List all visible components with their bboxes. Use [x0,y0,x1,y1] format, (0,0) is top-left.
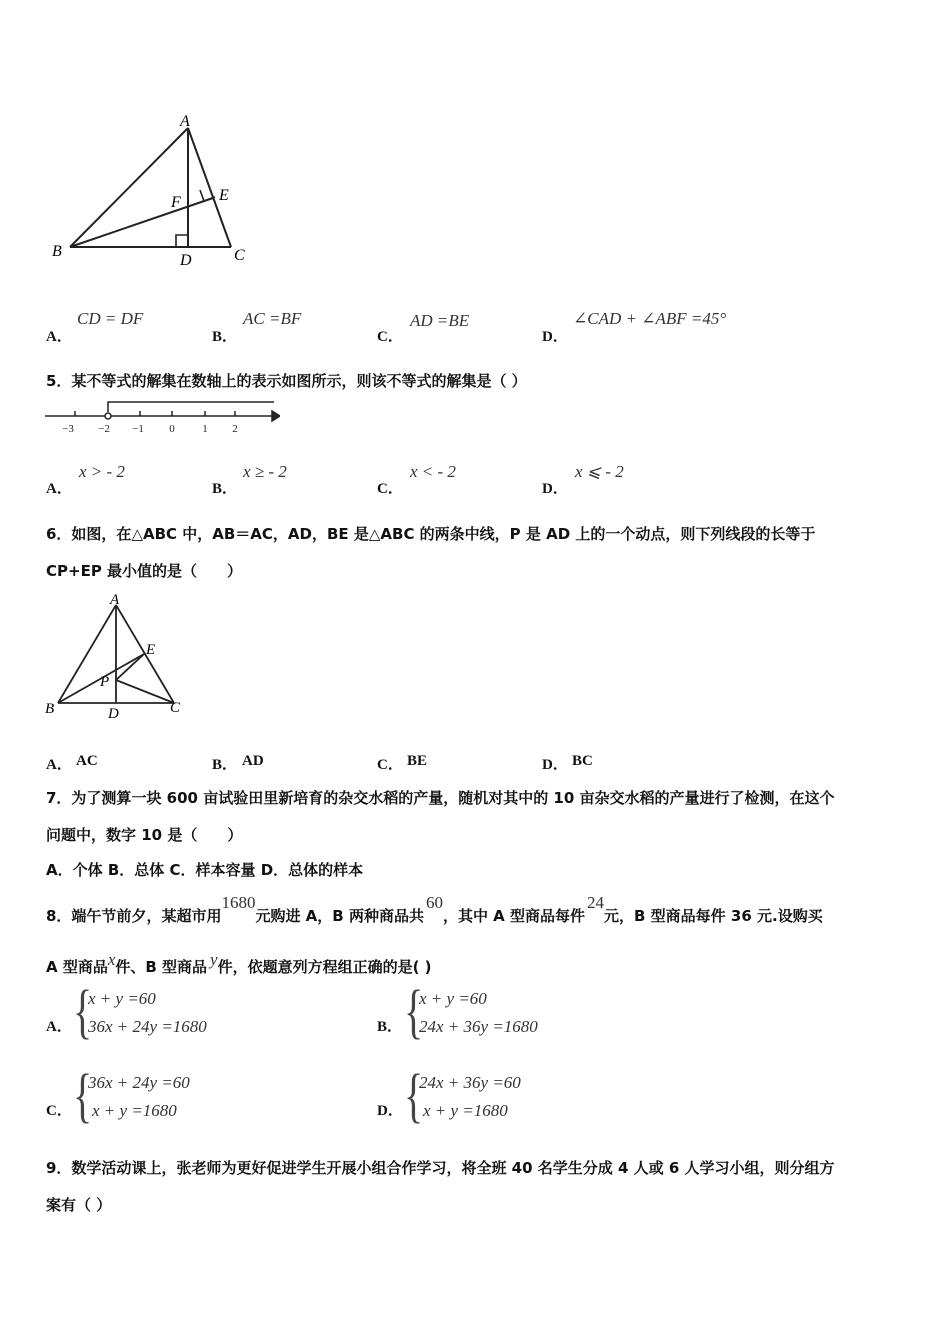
label-b: B [52,243,62,260]
q8-number: 60 [425,893,443,912]
segment-pc [116,680,174,703]
q8-stem-line2 [46,950,432,977]
label-f: F [171,194,181,211]
segment-ac [116,605,174,703]
q8-stem-line1 [46,893,823,926]
q8-option-d-eq1: 24x + 36y =60 [419,1073,521,1092]
q6-option-b-letter: B． [212,757,238,773]
q8-option-b-letter: B． [377,1019,403,1035]
label-b: B [45,701,55,717]
open-endpoint [105,413,111,419]
q5-option-c-letter: C． [377,481,403,497]
q8-option-b-eq1: x + y =60 [419,989,487,1008]
q9-stem-line2: 案有（ ） [46,1196,112,1214]
tick-label: −1 [132,423,144,435]
brace-icon: { [404,977,424,1045]
label-d: D [108,706,119,722]
q7-stem-line1: 7．为了测算一块 600 亩试验田里新培育的杂交水稻的产量，随机对其中的 10 亩杂交水稻的产量进行了检测，在这个 [46,789,835,807]
q4-triangle-figure [40,108,260,273]
label-p: P [100,674,110,690]
q7-stem-line2: 问题中，数字 10 是（ ） [46,826,243,844]
q8-option-c-letter: C． [46,1103,72,1119]
q8-option-b-eq2: 24x + 36y =1680 [419,1017,538,1036]
q5-option-a-text: x > - 2 [79,462,125,481]
brace-icon: { [73,1061,93,1129]
q4-option-d-letter: D． [542,329,568,345]
q4-option-a-letter: A． [46,329,72,345]
brace-icon: { [404,1061,424,1129]
q8-variable-y: y [210,950,218,969]
brace-icon: { [73,977,93,1045]
q8-option-a-eq2: 36x + 24y =1680 [88,1017,207,1036]
q5-option-d-letter: D． [542,481,568,497]
number-line-arrow [272,411,280,421]
q8-option-d-letter: D． [377,1103,403,1119]
tick-label: 0 [169,423,175,435]
q5-stem: 5．某不等式的解集在数轴上的表示如图所示，则该不等式的解集是（ ） [46,372,527,390]
q8-option-c-eq1: 36x + 24y =60 [88,1073,190,1092]
q5-option-a-letter: A． [46,481,72,497]
tick-label: 1 [202,423,208,435]
label-e: E [219,187,229,204]
label-a: A [180,113,190,130]
q5-option-b-letter: B． [212,481,238,497]
label-c: C [170,700,181,716]
q5-option-c-text: x < - 2 [410,462,456,481]
q4-option-c-letter: C． [377,329,403,345]
segment-ba [70,128,188,247]
q8-stem-part: A 型商品 [46,958,108,976]
q8-stem-part: 元，B 型商品每件 36 元.设购买 [604,907,823,925]
q8-option-a-letter: A． [46,1019,72,1035]
q5-option-d-text: x ⩽ - 2 [575,462,624,481]
q8-option-a-eq1: x + y =60 [88,989,156,1008]
q8-option-c-eq2: x + y =1680 [92,1101,177,1120]
solution-ray [108,402,274,412]
q6-option-a-text: AC [76,753,98,769]
q5-option-b-text: x ≥ - 2 [243,462,287,481]
label-c: C [234,247,245,264]
q6-triangle-figure [40,588,190,723]
q8-option-d-eq2: x + y =1680 [423,1101,508,1120]
q6-stem-line1: 6．如图，在△ABC 中，AB＝AC，AD，BE 是△ABC 的两条中线，P 是 AD 上的一个动点，则下列线段的长等于 [46,525,816,543]
q4-option-d-text: ∠CAD + ∠ABF =45° [573,309,727,328]
q8-stem-part: 8．端午节前夕，某超市用 [46,907,222,925]
tick-label: −3 [62,423,74,435]
segment-be [70,198,213,247]
tick-label: 2 [232,423,238,435]
q6-option-c-letter: C． [377,757,403,773]
label-d: D [180,252,192,269]
q4-option-a-text: CD = DF [77,309,144,328]
q7-options: A．个体 B．总体 C．样本容量 D．总体的样本 [46,861,364,879]
q4-option-b-text: AC =BF [243,309,302,328]
q8-stem-part: 元购进 A，B 两种商品共 [255,907,424,925]
q4-option-c-text: AD =BE [410,311,470,330]
label-e: E [146,642,156,658]
q8-number: 1680 [221,893,256,912]
q5-number-line [40,396,280,440]
tick-label: −2 [98,423,110,435]
q8-stem-part: ，其中 A 型商品每件 [442,907,586,925]
q6-option-b-text: AD [242,753,264,769]
q8-number: 24 [587,893,605,912]
q6-stem-line2: CP+EP 最小值的是（ ） [46,562,243,580]
q8-stem-part: 件，依题意列方程组正确的是( ) [217,958,432,976]
q6-option-c-text: BE [407,753,428,769]
right-angle-d [176,235,188,247]
q8-stem-part: 件、B 型商品 [115,958,208,976]
q6-option-a-letter: A． [46,757,72,773]
q4-option-b-letter: B． [212,329,238,345]
label-a: A [110,592,120,608]
q9-stem-line1: 9．数学活动课上，张老师为更好促进学生开展小组合作学习，将全班 40 名学生分成 4 人或 6 人学习小组，则分组方 [46,1159,835,1177]
q8-variable-x: x [107,950,116,969]
q6-option-d-text: BC [572,753,593,769]
q6-option-d-letter: D． [542,757,568,773]
